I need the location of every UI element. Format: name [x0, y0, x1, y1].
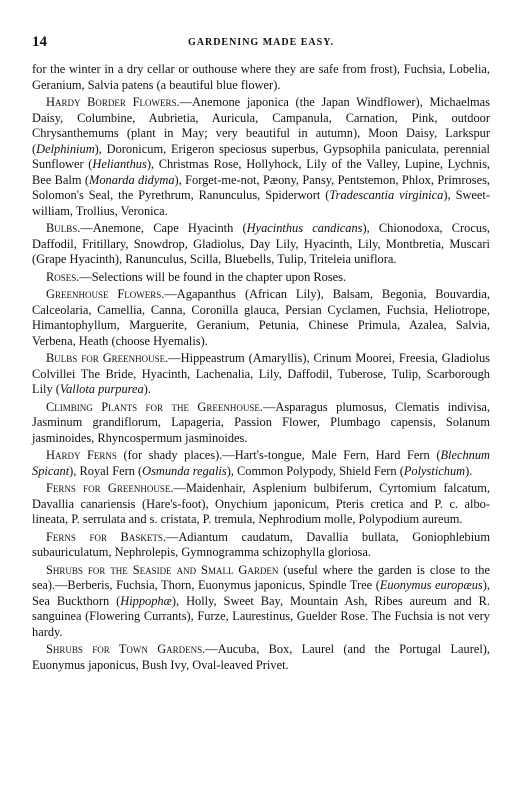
paragraph-text: ), Sweet-william, Trollius, Veronica. [32, 188, 490, 218]
paragraph [32, 221, 490, 268]
paragraph [32, 642, 490, 673]
page-number: 14 [32, 34, 47, 50]
paragraph-text: —Agapanthus (African Lily), Balsam, Begonia, Bouvardia, Calceolaria, Camellia, Canna, Coronilla glauca, Persian Cyclamen, Fuchsia, Heliotrope, Himantophyllum, Marguerite, Geranium, Petunia, Chinese Primula, Azalea, Salvia, Verbena, Heath (choose Hyemalis). [32, 287, 490, 348]
paragraph-text: (for shady places).—Hart's-tongue, Male Fern, Hard Fern ( [116, 448, 441, 462]
paragraph-text: ), Holly, Sweet Bay, Mountain Ash, Ribes aureum and R. sanguinea (Flowering Currants), Furze, Laurestinus, Guelder Rose. The Fuchsia is not very hardy. [32, 593, 490, 639]
botanical-name: Polystichum [403, 463, 466, 478]
paragraph-text: —Anemone japonica (the Japan Windflower), Michaelmas Daisy, Columbine, Aubrietia, Auricula, Campanula, Carnation, Pink, outdoor Chrysanthemums (plant in May; very beautiful in autumn), Moon Daisy, Larkspur ( [32, 95, 490, 156]
paragraph-text: ), Forget-me-not, Pæony, Pansy, Pentstemon, Phlox, Primroses, Solomon's Seal, the Pyrethrum, Ranunculus, Spiderwort ( [32, 172, 490, 202]
paragraph [32, 448, 490, 479]
running-title: GARDENING MADE EASY. [187, 37, 335, 48]
section-heading: Ferns for Baskets. [46, 529, 166, 544]
paragraph-text: —Anemone, Cape Hyacinth ( [80, 221, 247, 235]
paragraph [32, 563, 490, 641]
paragraph-text: ), Doronicum, Erigeron speciosus superbus, Gypsophila paniculata, perennial Sunflower ( [32, 141, 490, 171]
paragraph-text: ). [143, 382, 151, 396]
paragraph [32, 270, 490, 286]
botanical-name: Osmunda regalis [142, 463, 227, 478]
botanical-name: Delphinium [36, 141, 95, 156]
paragraph [32, 95, 490, 219]
section-heading: Hardy Ferns [46, 448, 117, 462]
paragraph [32, 287, 490, 349]
paragraph-text: —Asparagus plumosus, Clematis indivisa, Jasminum grandiflorum, Lapageria, Passion Flower, Plumbago capensis, Solanum jasminoides, Rhyncospermum jasminoides. [32, 399, 490, 445]
botanical-name: Hippophæ [120, 593, 172, 608]
section-heading: Shrubs for Town Gardens. [46, 642, 206, 656]
paragraph-text: ), Chionodoxa, Crocus, Daffodil, Fritillary, Snowdrop, Gladiolus, Day Lily, Hyacinth, Lily, Montbretia, Muscari (Grape Hyacinth), Ranunculus, Scilla, Bluebells, Tulip, Triteleia uniflora. [32, 221, 490, 266]
botanical-name: Monarda didyma [89, 172, 175, 187]
botanical-name: Helianthus [92, 157, 147, 171]
paragraph-text: ). [465, 463, 473, 478]
section-heading: Bulbs for Greenhouse. [46, 351, 169, 365]
botanical-name: Tradescantia virginica [329, 188, 444, 202]
paragraph-text: for the winter in a dry cellar or outhouse where they are safe from frost), Fuchsia, Lobelia, Geranium, Salvia patens (a beautiful blue flower). [32, 62, 490, 92]
paragraph-text: ), Royal Fern ( [69, 463, 143, 478]
paragraph-text: (useful where the garden is close to the sea).—Berberis, Fuchsia, Thorn, Euonymus japonicus, Spindle Tree ( [32, 562, 490, 592]
paragraph [32, 351, 490, 398]
section-heading: Climbing Plants for the Greenhouse. [46, 399, 263, 414]
paragraph-text: —Aucuba, Box, Laurel (and the Portugal Laurel), Euonymus japonicus, Bush Ivy, Oval-leaved Privet. [32, 642, 490, 672]
paragraph [32, 400, 490, 447]
botanical-name: Vallota purpurea [59, 382, 144, 396]
paragraph [32, 530, 490, 561]
section-heading: Hardy Border Flowers. [46, 95, 180, 109]
page-header [32, 34, 490, 54]
section-heading: Greenhouse Flowers. [46, 287, 165, 301]
paragraph-text: —Selections will be found in the chapter upon Roses. [79, 269, 347, 284]
section-heading: Ferns for Greenhouse. [46, 481, 174, 495]
paragraph [32, 481, 490, 528]
paragraph-text: —Hippeastrum (Amaryllis), Crinum Moorei, Freesia, Gladiolus Colvillei The Bride, Hyacinth, Lachenalia, Lily, Daffodil, Tuberose, Tulip, Scarborough Lily ( [32, 351, 490, 396]
botanical-name: Euonymus europæus [379, 578, 483, 592]
page-body [32, 62, 490, 673]
paragraph-text: —Adiantum caudatum, Davallia bullata, Goniophlebium subauriculatum, Nephrolepis, Gymnogramma schizophylla gloriosa. [32, 529, 490, 559]
section-heading: Roses. [46, 269, 80, 284]
paragraph [32, 62, 490, 93]
section-heading: Bulbs. [46, 221, 81, 235]
section-heading: Shrubs for the Seaside and Small Garden [46, 562, 279, 577]
paragraph-text: —Maidenhair, Asplenium bulbiferum, Cyrtomium falcatum, Davallia canariensis (Hare's-foot), Onychium japonicum, Pteris cretica and P. c. albo-lineata, P. serrulata and s. cristata, P. tremula, Nephrodium molle, Polypodium aureum. [32, 481, 490, 526]
botanical-name: Hyacinthus candicans [246, 221, 363, 235]
botanical-name: Blechnum Spicant [32, 448, 490, 478]
paragraph-text: ), Christmas Rose, Hollyhock, Lily of the Valley, Lupine, Lychnis, Bee Balm ( [32, 157, 490, 187]
paragraph-text: ), Sea Buckthorn ( [32, 578, 490, 608]
paragraph-text: ), Common Polypody, Shield Fern ( [226, 463, 404, 478]
